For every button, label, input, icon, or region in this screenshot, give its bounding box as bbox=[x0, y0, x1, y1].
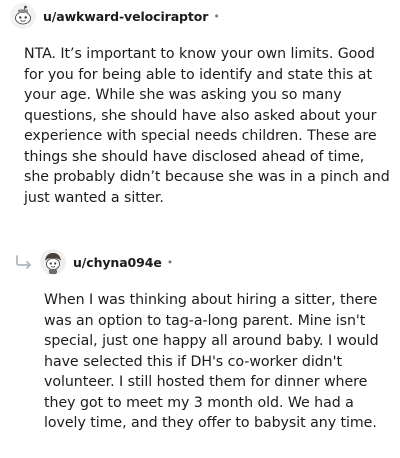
comment-header bbox=[0, 246, 400, 278]
reply-arrow-icon bbox=[14, 254, 34, 270]
comment-header bbox=[0, 0, 400, 32]
comment-username[interactable]: u/awkward-velociraptor bbox=[43, 8, 209, 24]
separator-dot: • bbox=[166, 255, 174, 269]
comment bbox=[0, 0, 400, 206]
reply-comment bbox=[0, 246, 400, 431]
comment-body: When I was thinking about hiring a sitter, there was an option to tag-a-long parent. Mine isn't special, just one happy all around baby. I would have selected this if DH's co-worker didn't volunteer. I still hosted them for dinner where they got to meet my 3 month old. We had a lovely time, and they offer to babysit any time. bbox=[44, 292, 379, 431]
snoo-avatar-icon[interactable] bbox=[40, 249, 66, 275]
separator-dot: • bbox=[213, 9, 220, 23]
comment-username[interactable]: u/chyna094e bbox=[73, 254, 162, 270]
snoo-avatar-icon[interactable] bbox=[10, 3, 36, 29]
comment-body: NTA. It’s important to know your own limits. Good for you for being able to identify and state this at your age. While she was asking you so many questions, she should have also asked about your experience with special needs children. These are things she should have disclosed ahead of time, she probably didn’t because she was in a pinch and just wanted a sitter. bbox=[24, 46, 390, 206]
